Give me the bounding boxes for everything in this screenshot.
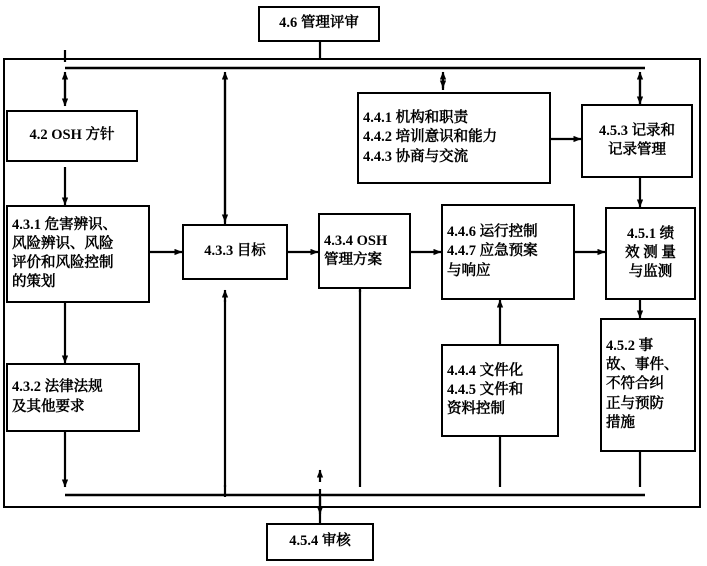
node-line: 及其他要求 bbox=[12, 398, 85, 415]
node-incident-corrective-action[interactable] bbox=[600, 318, 696, 452]
node-line: 资料控制 bbox=[447, 401, 505, 418]
node-line: 4.4.3 协商与交流 bbox=[363, 148, 469, 165]
node-line: 与响应 bbox=[447, 262, 491, 279]
node-management-review[interactable] bbox=[258, 6, 380, 42]
node-records-management[interactable] bbox=[581, 104, 693, 178]
node-line: 4.3.3 目标 bbox=[204, 243, 266, 260]
node-line: 4.4.2 培训意识和能力 bbox=[363, 129, 498, 146]
node-line: 记录管理 bbox=[608, 142, 666, 158]
node-line: 措施 bbox=[606, 414, 635, 431]
node-objectives[interactable] bbox=[182, 224, 288, 280]
node-line: 4.2 OSH 方针 bbox=[29, 127, 115, 144]
node-line: 效 测 量 bbox=[625, 244, 676, 261]
node-hazard-identification[interactable] bbox=[6, 205, 150, 303]
node-document-control[interactable] bbox=[441, 344, 559, 437]
node-line: 评价和风险控制 bbox=[12, 255, 114, 271]
node-line: 与监测 bbox=[628, 264, 673, 281]
node-line: 4.5.2 事 bbox=[606, 338, 654, 355]
node-line: 4.4.5 文件和 bbox=[447, 381, 524, 398]
node-line: 风险辨识、风险 bbox=[12, 235, 114, 252]
node-line: 管理方案 bbox=[324, 252, 382, 268]
node-line: 4.5.4 审核 bbox=[289, 533, 351, 550]
node-legal-requirements[interactable] bbox=[6, 363, 140, 432]
node-osh-policy[interactable] bbox=[6, 110, 138, 162]
node-line: 4.4.4 文件化 bbox=[447, 362, 524, 379]
node-line: 正与预防 bbox=[606, 395, 664, 412]
node-line: 4.6 管理评审 bbox=[279, 15, 359, 32]
node-performance-measurement[interactable] bbox=[605, 207, 696, 300]
node-line: 4.4.6 运行控制 bbox=[447, 224, 538, 241]
node-line: 4.4.7 应急预案 bbox=[447, 243, 538, 260]
node-line: 4.3.1 危害辨识、 bbox=[12, 216, 118, 233]
node-line: 4.3.2 法律法规 bbox=[12, 379, 103, 396]
node-line: 故、事件、 bbox=[606, 357, 679, 374]
node-line: 4.5.1 绩 bbox=[626, 225, 675, 242]
node-line: 4.4.1 机构和职责 bbox=[363, 110, 469, 127]
node-operational-control[interactable] bbox=[441, 204, 575, 300]
node-line: 的策划 bbox=[12, 274, 56, 291]
node-audit[interactable] bbox=[266, 523, 374, 561]
node-line: 4.3.4 OSH bbox=[324, 232, 388, 249]
node-line: 4.5.3 记录和 bbox=[598, 122, 676, 139]
node-osh-management-program[interactable] bbox=[318, 213, 411, 289]
node-line: 不符合纠 bbox=[606, 376, 664, 393]
node-organization-training[interactable] bbox=[357, 92, 551, 184]
